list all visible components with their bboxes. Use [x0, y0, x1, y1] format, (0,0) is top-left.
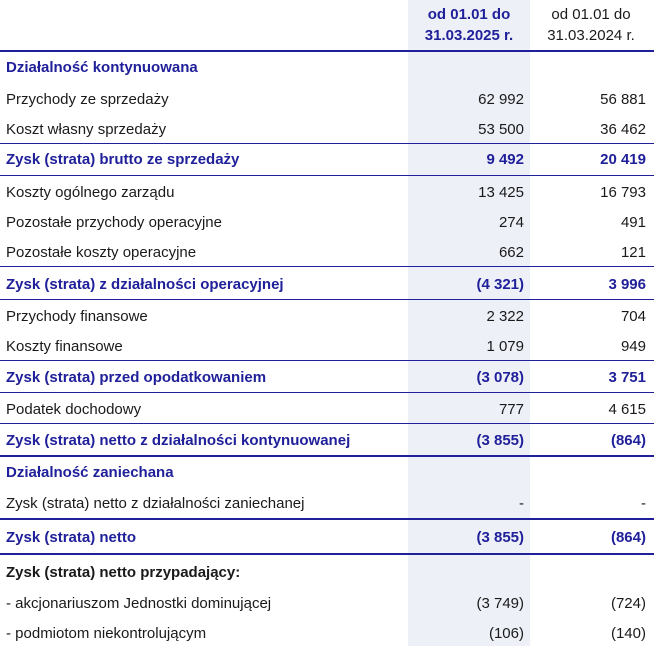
row-label: Koszty finansowe	[6, 338, 123, 355]
value-2024: (864)	[610, 529, 646, 546]
row-label: Zysk (strata) z działalności operacyjnej	[6, 276, 284, 293]
value-2025: (3 078)	[476, 369, 524, 386]
value-2025: 662	[498, 244, 524, 261]
value-2024: (140)	[610, 625, 646, 642]
row-label: Przychody ze sprzedaży	[6, 91, 169, 108]
row-label: Zysk (strata) przed opodatkowaniem	[6, 369, 267, 386]
row-label: Zysk (strata) netto	[6, 529, 137, 546]
value-2024: 491	[620, 214, 646, 231]
value-2024: 36 462	[600, 121, 646, 138]
row-divider	[0, 423, 654, 424]
value-2024: 3 996	[608, 276, 646, 293]
value-2025: 2 322	[486, 308, 524, 325]
row-divider	[0, 299, 654, 300]
row-label: Podatek dochodowy	[6, 401, 142, 418]
row-divider	[0, 392, 654, 393]
row-divider	[0, 266, 654, 267]
row-divider	[0, 518, 654, 520]
value-2025: 53 500	[478, 121, 524, 138]
value-2025: 62 992	[478, 91, 524, 108]
row-label: Zysk (strata) netto z działalności kontynuowanej	[6, 432, 351, 449]
value-2024: (864)	[610, 432, 646, 449]
value-2024: 4 615	[608, 401, 646, 418]
value-2025: 13 425	[478, 184, 524, 201]
column-header-2025: od 01.01 do 31.03.2025 r.	[424, 6, 514, 44]
row-label: Zysk (strata) netto przypadający:	[6, 564, 241, 581]
row-divider	[0, 143, 654, 144]
row-label: Pozostałe koszty operacyjne	[6, 244, 197, 261]
value-2024: (724)	[610, 595, 646, 612]
value-2024: 3 751	[608, 369, 646, 386]
row-divider	[0, 360, 654, 361]
row-label: Działalność zaniechana	[6, 464, 174, 481]
value-2024: 704	[620, 308, 646, 325]
row-divider	[0, 553, 654, 555]
column-header-2024: od 01.01 do 31.03.2024 r.	[547, 6, 635, 44]
value-2024: 949	[620, 338, 646, 355]
row-divider	[0, 175, 654, 176]
header-rule	[0, 50, 654, 52]
row-label: Działalność kontynuowana	[6, 59, 198, 76]
value-2025: 777	[498, 401, 524, 418]
row-label: - akcjonariuszom Jednostki dominującej	[6, 595, 272, 612]
row-label: Koszty ogólnego zarządu	[6, 184, 175, 201]
value-2025: 1 079	[486, 338, 524, 355]
value-2024: 16 793	[600, 184, 646, 201]
row-label: Przychody finansowe	[6, 308, 148, 325]
row-label: Koszt własny sprzedaży	[6, 121, 167, 138]
value-2024: 20 419	[600, 151, 646, 168]
value-2025: (3 855)	[476, 432, 524, 449]
value-2025: (3 749)	[476, 595, 524, 612]
value-2025: 9 492	[486, 151, 524, 168]
table-header	[0, 0, 654, 50]
row-divider	[0, 455, 654, 457]
value-2024: 56 881	[600, 91, 646, 108]
row-label: - podmiotom niekontrolującym	[6, 625, 207, 642]
row-label: Zysk (strata) netto z działalności zaniechanej	[6, 495, 305, 512]
value-2024: -	[641, 495, 646, 512]
value-2025: -	[519, 495, 524, 512]
value-2025: (106)	[488, 625, 524, 642]
value-2024: 121	[620, 244, 646, 261]
value-2025: 274	[498, 214, 524, 231]
row-label: Pozostałe przychody operacyjne	[6, 214, 222, 231]
value-2025: (3 855)	[476, 529, 524, 546]
value-2025: (4 321)	[476, 276, 524, 293]
row-label: Zysk (strata) brutto ze sprzedaży	[6, 151, 240, 168]
